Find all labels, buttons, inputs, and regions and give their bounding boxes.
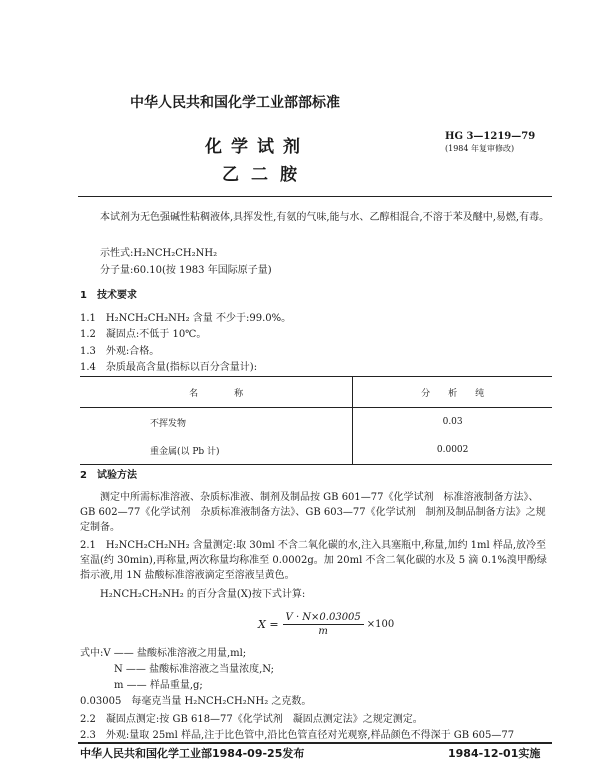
table-cell-value: 0.03 [442,417,463,427]
section2-item-2: 2.2 凝固点测定:按 GB 618—77《化学试剂 凝固点测定法》之规定测定。 [80,714,423,725]
issue-date: 中华人民共和国化学工业部1984-09-25发布 [80,747,305,760]
where-item: 0.03005 每毫克当量 H₂NCH₂CH₂NH₂ 之克数。 [80,696,312,707]
section2-item-1: 2.1 H₂NCH₂CH₂NH₂ 含量测定:取 30ml 不含二氧化碳的水,注入具塞瓶中,称量,加约 1ml 样品,放冷至室温(约 30min),再称量,两次称量均称准至 0.0002g。加 20ml 不含二氧化碳的水及 5 滴 0.1%溴甲酚绿指示液,用 1N 盐酸标准溶液滴定至溶液呈黄色。 [80,540,547,581]
intro-formula: 示性式:H₂NCH₂CH₂NH₂ [100,248,218,259]
formula-denominator: m [318,626,328,637]
section1-item-3: 1.3 外观:合格。 [80,346,160,357]
where-item: N —— 盐酸标准溶液之当量浓度,N; [114,664,275,675]
table-row [80,408,552,437]
section2-intro: 测定中所需标准溶液、杂质标准液、制剂及制品按 GB 601—77《化学试剂 标准溶液制备方法》、GB 602—77《化学试剂 杂质标准液制备方法》、GB 603—77《化学试剂 制剂及制品制备方法》之规定制备。 [80,492,546,533]
header-divider [78,196,552,197]
where-item: m —— 样品重量,g; [114,680,203,691]
table-cell-name: 重金属(以 Pb 计) [80,436,353,465]
section1-item-2: 1.2 凝固点:不低于 10℃。 [80,329,207,340]
table-cell-name: 不挥发物 [80,408,353,437]
footer-divider [78,742,552,744]
document-title: 化学试剂 [205,137,309,157]
impurity-table [80,376,552,465]
document-subtitle: 乙二胺 [222,165,309,185]
section1-item-1: 1.1 H₂NCH₂CH₂NH₂ 含量 不少于:99.0%。 [80,313,292,324]
section2-item-3: 2.3 外观:量取 25ml 样品,注于比色管中,沿比色管直径对光观察,样品颜色不得深于 GB 605—77 [80,730,515,741]
where-item: 式中:V —— 盐酸标准溶液之用量,ml; [80,648,247,659]
formula-lhs: X = [258,618,279,631]
table-header-row [80,377,552,408]
intro-description: 本试剂为无色强碱性粘稠液体,具挥发性,有氨的气味,能与水、乙醇相混合,不溶于苯及醚中,易燃,有毒。 [100,212,550,223]
table-header-grade: 分 析 纯 [353,377,552,408]
table-cell-value: 0.0002 [436,445,469,455]
content-formula [258,612,394,637]
formula-multiplier: ×100 [366,619,395,630]
effective-date: 1984-12-01实施 [448,747,541,760]
section1-heading: 1 技术要求 [80,290,137,301]
revision-note: (1984 年复审修改) [445,144,515,153]
standard-title: 中华人民共和国化学工业部部标准 [130,95,340,111]
table-row [80,436,552,465]
calc-intro: H₂NCH₂CH₂NH₂ 的百分含量(X)按下式计算: [100,589,306,600]
section2-heading: 2 试验方法 [80,470,137,481]
table-header-name: 名 称 [80,377,353,408]
intro-molecular-weight: 分子量:60.10(按 1983 年国际原子量) [100,265,272,276]
formula-numerator: V · N×0.03005 [283,612,364,625]
formula-fraction [283,612,364,637]
section1-item-4: 1.4 杂质最高含量(指标以百分含量计): [80,362,258,373]
standard-number: HG 3—1219—79 [445,131,536,142]
